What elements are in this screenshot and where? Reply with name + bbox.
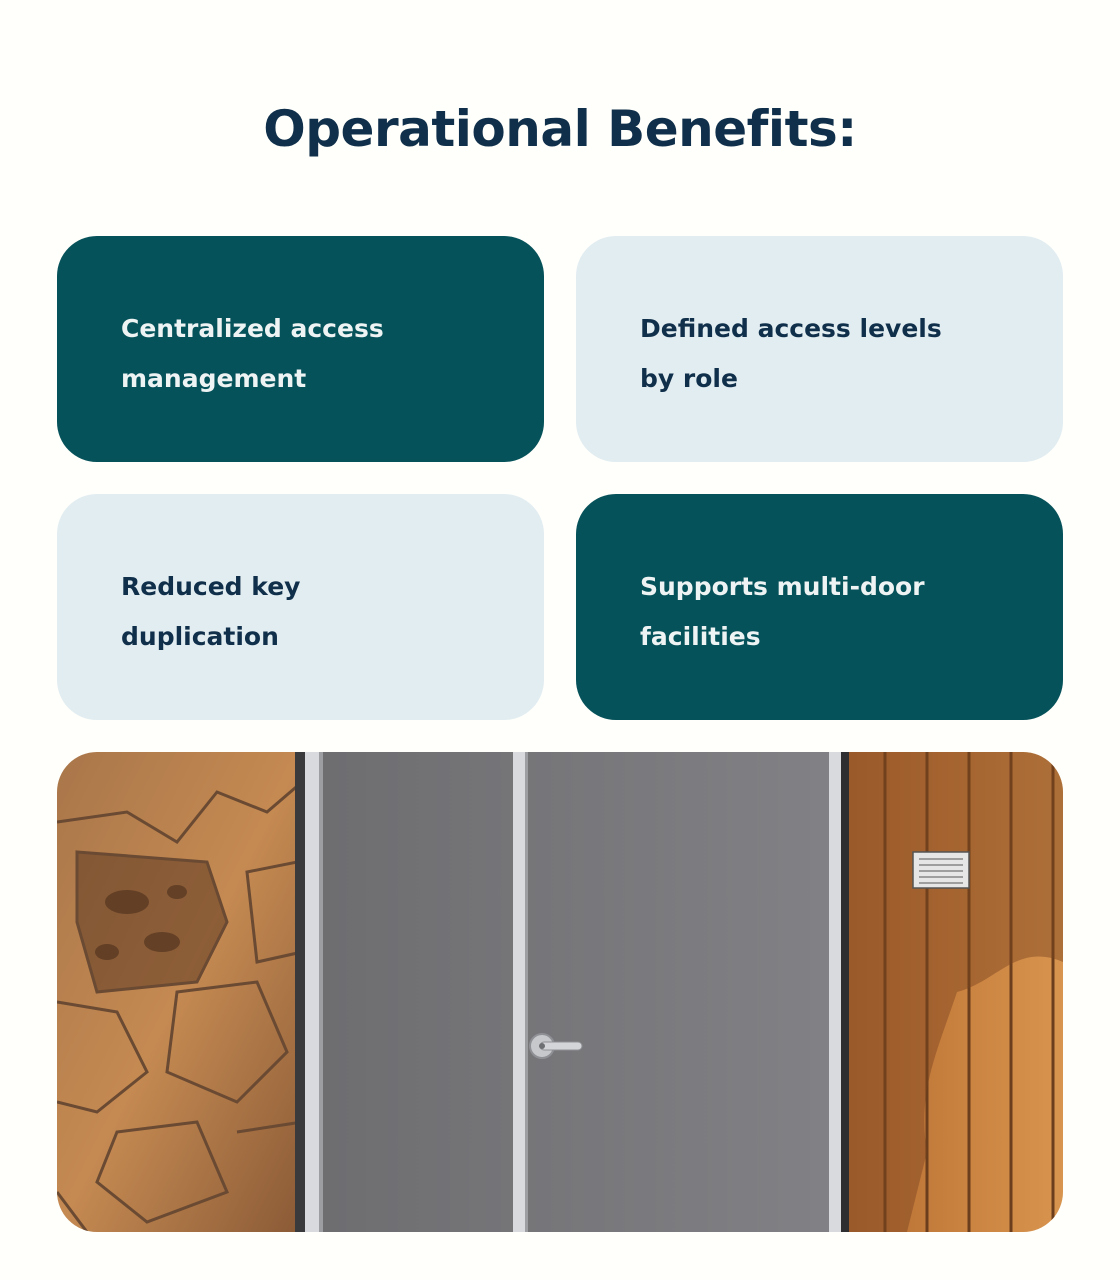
benefit-card-label: Supports multi-door facilities bbox=[640, 572, 925, 651]
benefit-card-label: Reduced key duplication bbox=[121, 572, 301, 651]
benefit-card-label: Centralized access management bbox=[121, 314, 384, 393]
benefit-card-label: Defined access levels by role bbox=[640, 314, 942, 393]
door-photo bbox=[57, 752, 1063, 1232]
benefit-card-multi-door bbox=[576, 494, 1063, 720]
section-title: Operational Benefits: bbox=[263, 100, 857, 158]
benefit-card-centralized-access bbox=[57, 236, 544, 462]
benefit-card-key-duplication bbox=[57, 494, 544, 720]
wall-sign bbox=[913, 852, 969, 888]
benefit-card-access-levels bbox=[576, 236, 1063, 462]
